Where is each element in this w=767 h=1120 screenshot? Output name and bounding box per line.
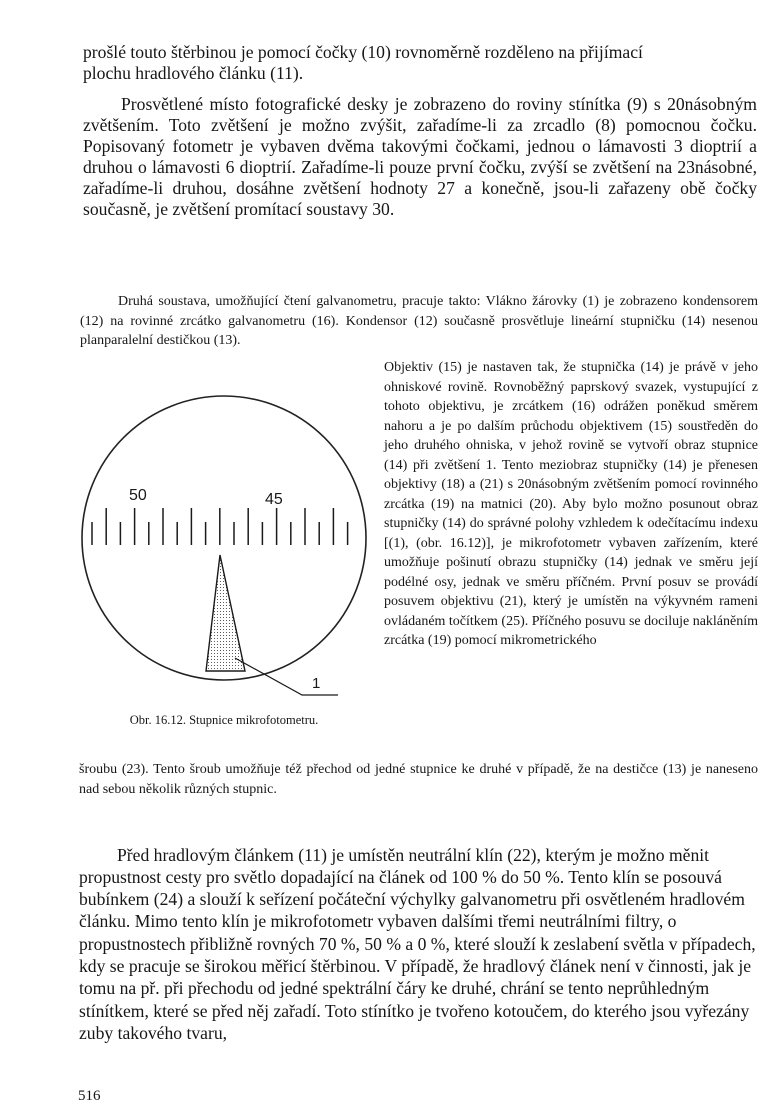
index-leader-line — [235, 658, 338, 695]
figure-caption: Obr. 16.12. Stupnice mikrofotometru. — [129, 713, 319, 727]
scale-label-50: 50 — [129, 487, 147, 504]
scale-diagram — [78, 352, 370, 712]
galvanometer-paragraph-wrap: Objektiv (15) je nastaven tak, že stupnička (14) je právě v jeho ohniskové rovině. Rovnoběžný paprskový svazek, vystupující z tohoto objektivu, je zrcátkem (16) odrážen poněkud směrem nahoru a je po dalším průchodu objektivem (15) soustředěn do jeho druhého ohniska, v jehož rovině se vytvoří obraz stupnice (14) při zvětšení 1. Tento meziobraz stupničky (14) je přenesen objektivy (18) a (21) s 20násobným zvětšením pomocí rovinného zrcátka (19) na matnici (20). Aby bylo možno posunout obraz stupničky (14) do správné polohy vzhledem k odečítacímu indexu [(1), (obr. 16.12)], je mikrofotometr vybaven zařízením, které umožňuje pošinutí obrazu stupničky (14) jednak ve směru její podélné osy, jednak ve směru příčném. První posuv se provádí posuvem objektivu (21), který je umístěn na výkyvném rameni ovládaném točítkem (25). Příčného posuvu se dociluje nakláněním zrcátka (19) pomocí mikrometrického — [384, 360, 759, 648]
intro-line-1: prošlé touto štěrbinou je pomocí čočky (10) rovnoměrně rozděleno na přijímací — [83, 42, 643, 62]
scale-ticks — [92, 508, 348, 545]
projection-paragraph: Prosvětlené místo fotografické desky je zobrazeno do roviny stínítka (9) s 20násobným zvětšením. Toto zvětšení je možno zvýšit, zařadíme-li za zrcadlo (8) pomocnou čočku. Popisovaný fotometr je vybaven dvěma takovými čočkami, jednou o lámavosti 3 dioptrií a druhou o lámavosti 6 dioptrií. Zařadíme-li pouze první čočku, zvýší se zvětšení na 23násobné, zařadíme-li druhou, dosáhne zvětšení hodnoty 27 a konečně, jsou-li zařazeny obě čočky současně, je zvětšení promítací soustavy 30. — [83, 94, 757, 219]
galvanometer-text-top — [80, 292, 758, 351]
intro-line-2: plochu hradlového článku (11). — [83, 63, 304, 83]
figure-scale — [78, 352, 370, 712]
reading-index-wedge — [206, 555, 245, 671]
upper-text-block — [83, 42, 757, 220]
lower-text-block — [79, 826, 758, 1062]
galvanometer-paragraph-end: šroubu (23). Tento šroub umožňuje též přechod od jedné stupnice ke druhé v případě, že na destičce (13) je naneseno nad sebou několik různých stupnic. — [79, 762, 758, 797]
galvanometer-text-bottom — [79, 760, 758, 799]
index-label: 1 — [312, 675, 321, 692]
intro-paragraph — [83, 42, 757, 84]
galvanometer-paragraph-start: Druhá soustava, umožňující čtení galvanometru, pracuje takto: Vlákno žárovky (1) je zobrazeno kondensorem (12) na rovinné zrcátko galvanometru (16). Kondensor (12) současně prosvětluje lineární stupničku (14) nesenou planparalelní destičkou (13). — [80, 294, 758, 348]
filters-paragraph: Před hradlovým článkem (11) je umístěn neutrální klín (22), kterým je možno měnit propustnost cesty pro světlo dopadající na článek od 100 % do 50 %. Tento klín se posouvá bubínkem (24) a slouží k seřízení počáteční výchylky galvanometru při osvětleném hradlovém článku. Mimo tento klín je mikrofotometr vybaven dalšími třemi neutrálními filtry, o propustnostech přibližně rovných 70 %, 50 % a 0 %, které slouží k zeslabení světla v případech, kdy se pracuje se širokou měřicí štěrbinou. V případě, že hradlový článek není v činnosti, jak je tomu na př. při přechodu od jedné spektrální čáry ke druhé, chrání se tento neprůhledným stínítkem, které se před něj zařadí. Toto stínítko je tvořeno kotoučem, do kterého jsou vyřezány zuby takového tvaru, — [79, 844, 756, 1043]
galvanometer-text-right — [384, 358, 758, 651]
page-number: 516 — [78, 1088, 101, 1104]
scale-label-45: 45 — [265, 491, 283, 508]
